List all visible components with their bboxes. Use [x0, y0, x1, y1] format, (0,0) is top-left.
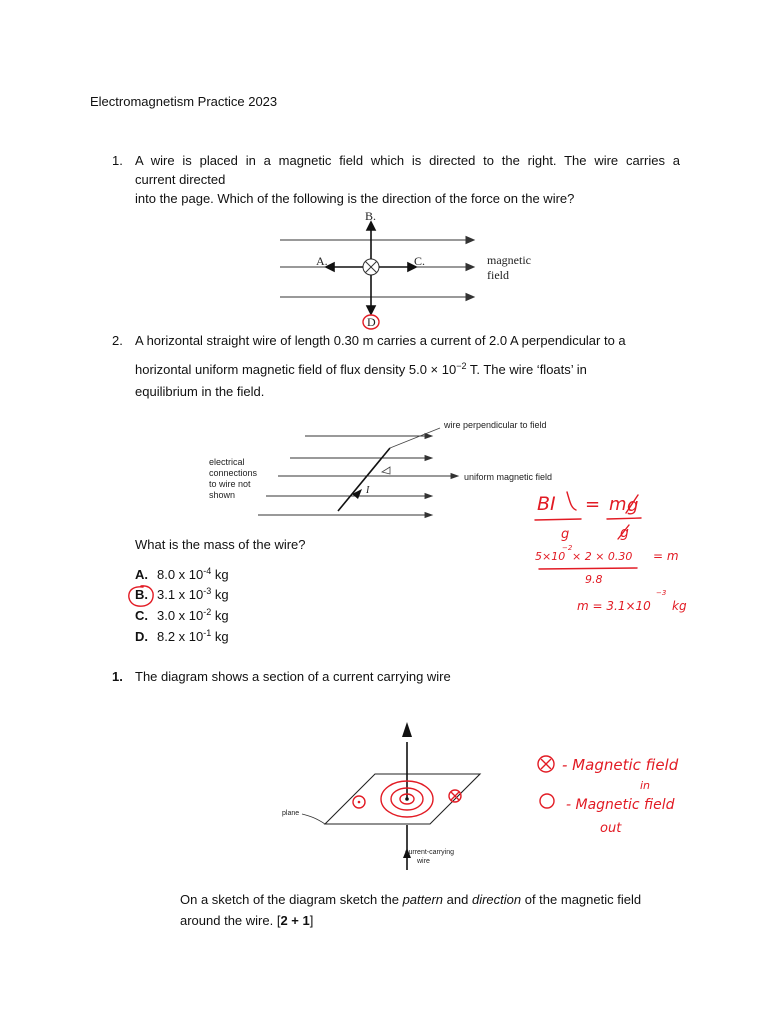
working-denominator-98: 9.8	[585, 573, 603, 586]
option-a-unit: kg	[211, 567, 229, 582]
q2-number: 2.	[112, 333, 123, 348]
key-in-line1: - Magnetic field	[562, 756, 679, 774]
option-c-value: 3.0 x 10	[157, 608, 204, 623]
working-line2-exp: −2	[562, 544, 573, 552]
instruction-line2-post: ]	[309, 913, 314, 928]
q3-handwritten-key	[530, 745, 730, 845]
field-label-line2: field	[487, 268, 509, 282]
wire-piercing-point	[405, 797, 409, 801]
q2-question: What is the mass of the wire?	[135, 537, 306, 552]
field-label-line1: magnetic	[487, 253, 531, 267]
option-c	[135, 607, 229, 628]
connections-label-line3: to wire not	[209, 479, 251, 489]
working-m: m	[609, 494, 627, 515]
option-a-value: 8.0 x 10	[157, 567, 204, 582]
instruction-line2-pre: around the wire. [	[180, 913, 281, 928]
option-b-unit: kg	[211, 587, 229, 602]
option-c-letter: C.	[135, 608, 148, 623]
q2-field-lines	[258, 434, 458, 518]
wire-label-line2: wire	[417, 858, 430, 865]
working-line3-exp: −3	[656, 589, 667, 597]
right-angle-mark	[382, 467, 390, 474]
q2-text-line2	[135, 361, 587, 379]
current-label: I	[366, 485, 370, 496]
working-denominator-g: g	[561, 527, 570, 542]
q2-line2-pre: horizontal uniform magnetic field of flux density 5.0 × 10	[135, 362, 457, 377]
option-d-letter: D.	[135, 629, 148, 644]
instruction-pattern: pattern	[402, 892, 444, 907]
q3-instruction-line1	[180, 891, 641, 909]
option-d	[135, 628, 229, 648]
working-g2: g	[620, 525, 629, 541]
working-fraction-bar-1	[535, 519, 581, 520]
instruction-mid: and	[443, 892, 472, 907]
option-c-unit: kg	[211, 608, 229, 623]
label-a: A.	[316, 254, 328, 268]
option-a-letter: A.	[135, 567, 148, 582]
working-line2: 5×10	[535, 550, 566, 563]
uniform-field-label: uniform magnetic field	[464, 472, 553, 482]
floating-wire	[338, 448, 390, 511]
electrical-connections-label	[209, 457, 257, 501]
q2-line2-post: T. The wire ‘floats’ in	[466, 362, 587, 377]
q2-line2-exponent: −2	[456, 361, 467, 371]
q1-text-line1: A wire is placed in a magnetic field which is directed to the right. The wire carries a	[135, 153, 680, 168]
working-line3: m = 3.1×10	[577, 599, 651, 613]
wire-label-line1: current-carrying	[405, 849, 455, 856]
working-equals-1: =	[585, 494, 601, 515]
working-fraction-bar-2	[607, 518, 641, 519]
key-out-line1: - Magnetic field	[566, 797, 675, 813]
key-out-line2: out	[600, 821, 622, 836]
connections-label-line4: shown	[209, 490, 236, 500]
key-in-line2: in	[640, 779, 651, 792]
q3-current-wire-diagram	[280, 712, 510, 882]
label-c: C.	[414, 254, 426, 268]
working-line2-rest: × 2 × 0.30	[572, 550, 633, 563]
wire-into-page-icon	[363, 259, 379, 275]
option-d-unit: kg	[211, 629, 229, 644]
option-c-exponent: -2	[203, 607, 212, 617]
working-script-l	[567, 492, 576, 510]
q2-text-line3: equilibrium in the field.	[135, 384, 265, 399]
label-d: D	[367, 315, 376, 329]
label-b: B.	[365, 209, 377, 223]
q2-text-line1: A horizontal straight wire of length 0.30 m carries a current of 2.0 A perpendicular to a	[135, 333, 626, 348]
q1-force-diagram	[270, 205, 560, 335]
option-b-exponent: -3	[203, 586, 212, 596]
q3-instruction-line2	[180, 912, 313, 930]
answer-circle-b	[126, 583, 156, 609]
working-fraction-bar-3	[539, 568, 637, 569]
working-line3-unit: kg	[672, 599, 687, 613]
option-b-letter: B.	[135, 587, 148, 602]
page-title: Electromagnetism Practice 2023	[90, 94, 278, 109]
current-direction-arrow	[352, 489, 362, 499]
q1-number: 1.	[112, 153, 123, 168]
working-line1-lhs: BI	[537, 493, 556, 515]
connections-label-line2: connections	[209, 468, 258, 478]
q2-handwritten-working	[525, 482, 725, 622]
q1-text-line3: into the page. Which of the following is the direction of the force on the wire?	[135, 191, 575, 206]
option-a-exponent: -4	[203, 566, 212, 576]
wire-perpendicular-label: wire perpendicular to field	[444, 420, 547, 430]
plane-label-leader	[302, 814, 325, 824]
option-b-value: 3.1 x 10	[157, 587, 204, 602]
q1-text-line2: current directed	[135, 172, 226, 187]
wire-current-arrow-top	[402, 722, 412, 737]
instruction-direction: direction	[471, 892, 522, 907]
plane-label: plane	[282, 810, 300, 817]
working-line2-eq: = m	[653, 549, 679, 563]
working-g: g	[627, 495, 639, 516]
q3-intro: The diagram shows a section of a current carrying wire	[135, 669, 451, 684]
q3-number: 1.	[112, 669, 123, 684]
wire-label-leader	[390, 428, 440, 448]
connections-label-line1: electrical	[209, 457, 245, 467]
instruction-pre: On a sketch of the diagram sketch the	[180, 892, 403, 907]
instruction-post: of the magnetic field	[521, 892, 642, 907]
instruction-marks: 2 + 1	[280, 913, 310, 928]
key-field-out-icon	[540, 794, 554, 808]
option-d-exponent: -1	[203, 628, 212, 638]
option-d-value: 8.2 x 10	[157, 629, 204, 644]
